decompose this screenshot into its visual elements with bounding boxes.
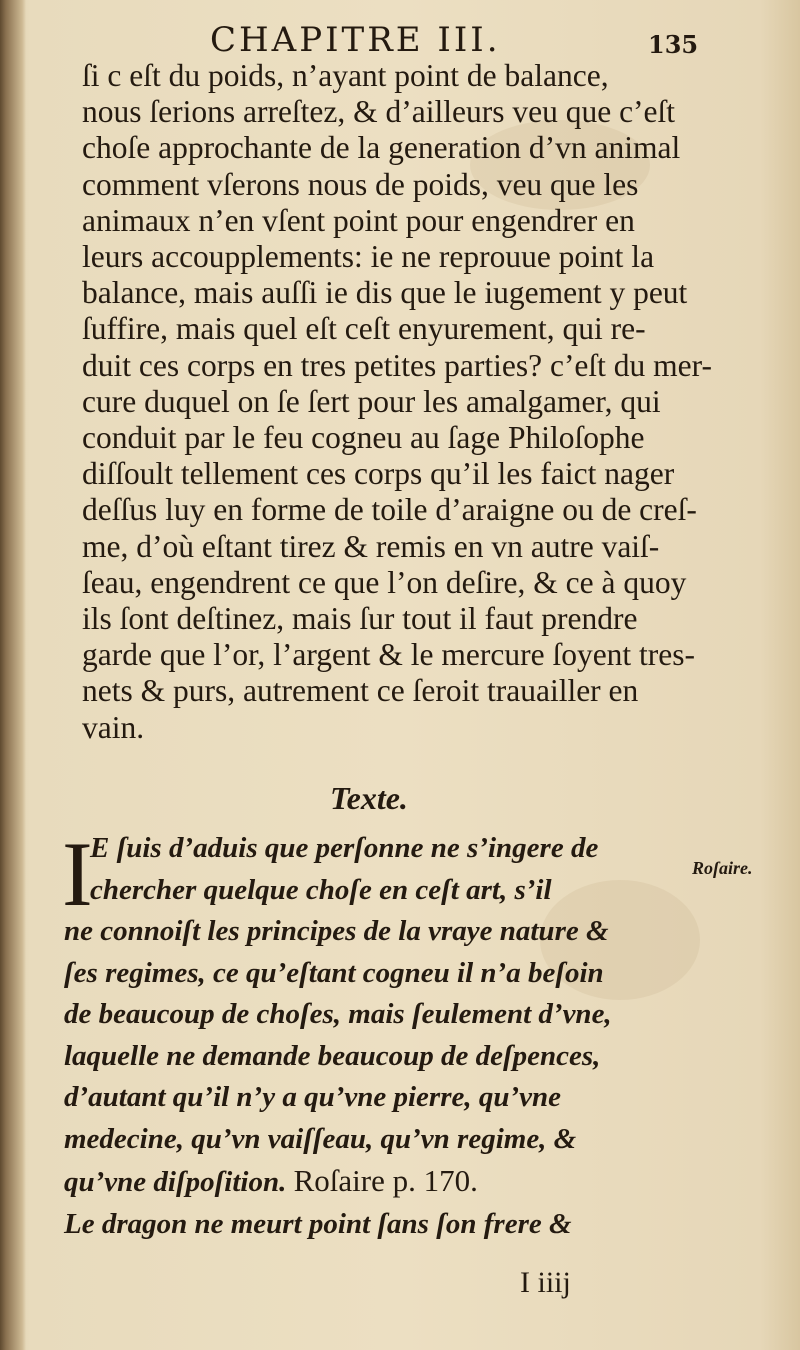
body-line: animaux n’en vſent point pour engendrer en [82,202,635,238]
body-line: ſi c eſt du poids, n’ayant point de balance, [82,58,609,93]
quote-line: ſes regimes, ce qu’eſtant cogneu il n’a beſoin [64,956,604,989]
body-line: duit ces corps en tres petites parties? c’eſt du mer- [82,347,712,383]
body-line: ſeau, engendrent ce que l’on deſire, & ce à quoy [82,564,687,600]
quote-line: medecine, qu’vn vaiſſeau, qu’vn regime, & [64,1122,577,1155]
body-line: diſſoult tellement ces corps qu’il les faict nager [82,456,675,492]
body-line: deſſus luy en forme de toile d’araigne ou de creſ- [82,492,697,528]
section-heading: Texte. [330,780,408,816]
body-text [82,58,722,746]
body-line: leurs accoupplements: ie ne reprouue point la [82,239,655,275]
body-line: comment vſerons nous de poids, veu que les [82,166,639,202]
body-line: garde que l’or, l’argent & le mercure ſoyent tres- [82,637,696,673]
quote-line: ne connoiſt les principes de la vraye nature & [64,915,609,947]
body-line: me, d’où eſtant tirez & remis en vn autre vaiſ- [82,528,660,564]
running-head: CHAPITRE III. [210,20,501,60]
quote-line: chercher quelque choſe en ceſt art, s’il [90,873,552,906]
body-line: conduit par le feu cogneu au ſage Philoſophe [82,420,645,456]
quote-line: E ſuis d’aduis que perſonne ne s’ingere de [90,832,599,864]
body-line: ſuffire, mais quel eſt ceſt enyurement, qui re- [82,311,646,347]
quote-last-line: Le dragon ne meurt point ſans ſon frere & [64,1207,572,1240]
citation: Roſaire p. 170. [293,1163,478,1198]
body-line: choſe approchante de la generation d’vn animal [82,130,681,166]
margin-note: Roſaire. [692,858,753,878]
body-line: ils ſont deſtinez, mais ſur tout il faut prendre [82,601,638,637]
quote-line-text: qu’vne diſpoſition. [64,1166,287,1198]
body-line: cure duquel on ſe ſert pour les amalgamer, qui [82,383,661,419]
quote-line [64,1160,704,1204]
body-line: nous ſerions arreſtez, & d’ailleurs veu que c’eſt [82,94,676,130]
body-line: vain. [82,709,145,745]
body-line: nets & purs, autrement ce ſeroit trauailler en [82,673,639,709]
page-number: 135 [648,30,699,59]
body-line: balance, mais auſſi ie dis que le iugement y peut [82,275,688,311]
book-spine [0,0,26,1350]
quote-line: laquelle ne demande beaucoup de deſpences, [64,1039,601,1072]
quote-line: de beaucoup de choſes, mais ſeulement d’vne, [64,998,612,1030]
drop-cap: I [62,823,93,925]
signature-mark: I iiij [520,1266,571,1299]
quote-line: d’autant qu’il n’y a qu’vne pierre, qu’vne [64,1081,562,1113]
quoted-text [62,823,704,1245]
